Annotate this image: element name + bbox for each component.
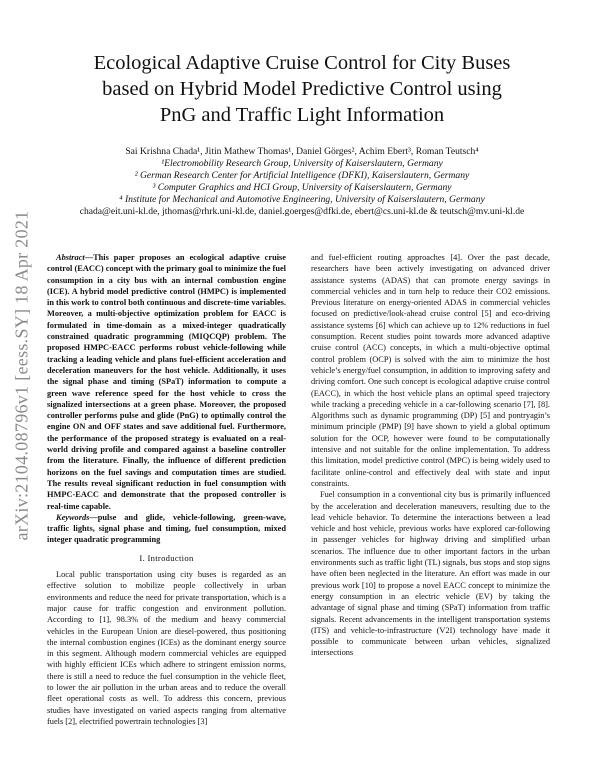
keywords-text: —pulse and glide, vehicle-following, green-wave, traffic lights, signal phase and timing, fuel consumption, mixed integer quadratic programming — [47, 512, 286, 545]
title-line: Ecological Adaptive Cruise Control for City Buses — [93, 52, 511, 74]
arxiv-identifier — [8, 200, 36, 550]
affiliation: ² German Research Center for Artificial Intelligence (DFKI), Kaiserslautern, Germany — [134, 170, 470, 181]
arxiv-id-text: arXiv:2104.08796v1 [eess.SY] 18 Apr 2021 — [11, 210, 32, 540]
paper-title — [52, 50, 552, 128]
affiliation: ¹Electromobility Research Group, University of Kaiserslautern, Germany — [161, 158, 443, 169]
affiliation: ³ Computer Graphics and HCI Group, University of Kaiserslautern, Germany — [152, 182, 452, 193]
body-paragraph: Fuel consumption in a conventional city bus is primarily influenced by the acceleration and deceleration maneuvers, resulting due to the lead vehicle behavior. To determine the interactions between a lead vehicle and host vehicle, previous works have explored car-following in passenger vehicles for highway driving and simplified urban scenarios. The influence due to other important factors in the urban environments such as traffic light (TL) signals, bus stops and stop signs have often been neglected in the literature. An effort was made in our previous work [10] to propose a novel EACC concept to minimize the energy consumption in an electric vehicle (EV) by taking the advantage of signal phase and timing (SPaT) information from traffic signals. Recent advancements in the intelligent transportation systems (ITS) and vehicle-to-infrastructure (V2I) technology have made it possible to communicate between urban vehicles, signalized intersections — [311, 490, 551, 658]
keywords-label: Keywords — [56, 512, 90, 522]
title-line: based on Hybrid Model Predictive Control using — [102, 78, 502, 100]
affiliation: ⁴ Institute for Mechanical and Automotive Engineering, University of Kaiserslautern, Germany — [119, 194, 485, 205]
keywords — [47, 512, 286, 546]
author-block — [44, 146, 560, 218]
abstract — [47, 252, 286, 512]
title-line: PnG and Traffic Light Information — [159, 104, 445, 126]
right-column — [311, 252, 550, 659]
abstract-text: —This paper proposes an ecological adaptive cruise control (EACC) concept with the primary goal to minimize the fuel consumption in a city bus with an internal combustion engine (ICE). A hybrid model predictive control (HMPC) is implemented in this work to control both continuous and discrete-time variables. Moreover, a multi-objective optimization problem for EACC is formulated in time-domain as a mixed-integer quadratically constrained quadratic programming (MIQCQP) problem. The proposed HMPC-EACC performs robust vehicle-following while tracking a leading vehicle and plans fuel-efficient acceleration and deceleration maneuvers for the host vehicle. Additionally, it uses the signal phase and timing (SPaT) information to compute a green wave reference speed for the host vehicle to cross the signalized intersections at a green phase. Moreover, the proposed controller performs pulse and glide (PnG) to optimally control the engine ON and OFF states and save additional fuel. Furthermore, the performance of the proposed strategy is evaluated on a real-world driving profile and compared against a baseline controller from the literature. Finally, the influence of different prediction horizons on the fuel savings and computation times are studied. The results reveal significant reduction in fuel consumption with HMPC-EACC and demonstrate that the proposed controller is real-time capable. — [47, 253, 286, 511]
intro-paragraph: Local public transportation using city buses is regarded as an effective solution to mobilize people collectively in urban environments and reduce the need for private transportation, which is a major cause for traffic congestion and environment pollution. According to [1], 98.3% of the medium and heavy commercial vehicles in the European Union are diesel-powered, thus positioning the internal combustion engines (ICEs) as the dominant energy source in this segment. Although modern commercial vehicles are equipped with highly efficient ICEs which adhere to stringent emission norms, there is still a need to reduce the fuel consumption in the vehicle fleet, to lower the air pollution in the urban areas and to reduce the overall fleet operational costs as well. To address this concern, previous studies have investigated on varied aspects ranging from alternative fuels [2], electrified powertrain technologies [3] — [47, 570, 286, 726]
author-emails: chada@eit.uni-kl.de, jthomas@rhrk.uni-kl.de, daniel.goerges@dfki.de, ebert@cs.uni-kl.de & teutsch@mv.uni-kl.de — [79, 206, 525, 217]
left-column — [47, 252, 286, 727]
author-names: Sai Krishna Chada¹, Jitin Mathew Thomas¹, Daniel Görges², Achim Ebert³, Roman Teutsch⁴ — [125, 146, 479, 157]
abstract-label: Abstract — [56, 253, 85, 262]
body-paragraph: and fuel-efficient routing approaches [4]. Over the past decade, researchers have been actively investigating on advanced driver assistance systems (ADAS) that can promote energy savings in commercial vehicles and in turn help to reduce their CO2 emissions. Previous literature on energy-oriented ADAS in commercial vehicles focused on predictive/look-ahead cruise control [5] and eco-driving assistance systems [6] which can achieve up to 12% reductions in fuel consumption. Recent studies point towards more advanced adaptive cruise control (ACC) concepts, in which a multi-objective optimal control problem (OCP) is solved with the aim to minimize the host vehicle’s energy/fuel consumption, in addition to improving safety and driving comfort. One such concept is ecological adaptive cruise control (EACC), in which the host vehicle plans an optimal speed trajectory while tracking a preceding vehicle in a car-following scenario [7], [8]. Algorithms such as dynamic programming (DP) [5] and pontryagin’s minimum principle (PMP) [9] have shown to yield a global optimum solution for the OCP, however were found to be computationally intensive and not suitable for the online implementation. To address this limitation, model predictive control (MPC) is being widely used to facilitate online-control and effectively deal with state and input constraints. — [311, 253, 550, 488]
section-heading-introduction: I. Introduction — [139, 552, 194, 563]
